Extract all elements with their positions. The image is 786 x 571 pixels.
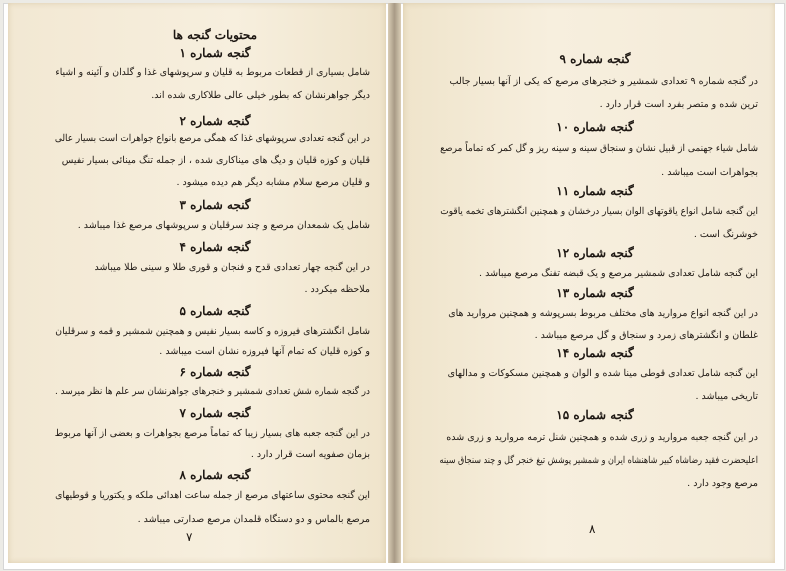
cabinet-line: این گنجه شامل انواع یاقوتهای الوان بسیار درخشان و همچنین انگشترهای تخمه یاقوت [440, 206, 758, 217]
cabinet-line: بجواهرات است میباشد . [661, 167, 758, 178]
cabinet-line: غلطان و انگشترهای زمرد و سنجاق و گل مرصع میباشد . [534, 330, 758, 341]
cabinet-line: در این گنجه چهار تعدادی قدح و فنجان و قوری طلا و سینی طلا میباشد [94, 262, 370, 273]
cabinet-line: در این گنجه انواع مروارید های مختلف مربوط بسرپوشه و همچنین مروارید های [448, 308, 758, 319]
cabinet-line: قلیان و کوزه قلیان و دیگ های میناکاری شده ، از جمله تنگ مینائی بسیار نفیس [61, 155, 370, 166]
cabinet-line: این گنجه محتوی ساعتهای مرصع از جمله ساعت اهدائی ملکه و یکتوریا و قوطیهای [55, 490, 371, 501]
page-number-left: ۷ [186, 530, 193, 544]
cabinet-heading: گنجه شماره ۱ [179, 46, 251, 60]
cabinet-heading: گنجه شماره ۵ [179, 304, 251, 318]
page-number-right: ۸ [589, 522, 596, 536]
cabinet-line: این گنجه شامل تعدادی شمشیر مرصع و یک قبضه تفنگ مرصع میباشد . [479, 268, 758, 279]
cabinet-line: دیگر جواهرنشان که بطور خیلی عالی طلاکاری شده اند. [151, 90, 370, 101]
cabinet-line: اعلیحضرت فقید رضاشاه کبیر شاهنشاه ایران و شمشیر پوشش تیغ خنجر گل و چند سنجاق سینه [439, 455, 758, 466]
cabinet-heading: گنجه شماره ۸ [179, 468, 251, 482]
contents-title: محتویات گنجه ها [172, 28, 258, 42]
cabinet-line: شامل یک شمعدان مرصع و چند سرقلیان و سرپوشهای مرصع غذا میباشد . [77, 220, 370, 231]
cabinet-heading: گنجه شماره ۴ [179, 240, 251, 254]
cabinet-line: شامل انگشترهای فیروزه و کاسه بسیار نفیس و همچنین شمشیر و قمه و سرقلیان [55, 326, 370, 337]
cabinet-line: خوشرنگ است . [693, 229, 758, 240]
cabinet-line: در این گنجه جعبه مروارید و زری شده و همچنین شنل ترمه مروارید و زری شده [446, 432, 758, 443]
cabinet-heading: گنجه شماره ۱۲ [556, 246, 634, 260]
cabinet-line: این گنجه شامل تعدادی قوطی مینا شده و الوان و همچنین مسکوکات و مدالهای [447, 368, 758, 379]
cabinet-heading: گنجه شماره ۲ [179, 114, 251, 128]
cabinet-line: مرصع وجود دارد . [687, 478, 758, 489]
book-gutter [388, 3, 401, 563]
cabinet-line: مرصع بالماس و دو دستگاه قلمدان مرصع صدارتی میباشد . [137, 514, 370, 525]
cabinet-line: شامل شیاء جهنمی از قبیل نشان و سنجاق سینه و سینه ریز و گل کمر که تماماً مرصع [440, 143, 758, 154]
cabinet-heading: گنجه شماره ۷ [179, 406, 251, 420]
cabinet-heading: گنجه شماره ۱۰ [556, 120, 634, 134]
cabinet-line: در گنجه شماره ۹ تعدادی شمشیر و خنجرهای مرصع که یکی از آنها بسیار جالب [449, 76, 758, 87]
cabinet-heading: گنجه شماره ۳ [179, 198, 251, 212]
cabinet-heading: گنجه شماره ۱۱ [556, 184, 634, 198]
cabinet-line: در این گنجه جعبه های بسیار زیبا که تماماً مرصع بجواهرات و بعضی از آنها مربوط [54, 428, 370, 439]
cabinet-line: و کوزه قلیان که تمام آنها فیروزه نشان است میباشد . [159, 346, 370, 357]
cabinet-line: ملاحظه میکردد . [304, 284, 370, 295]
cabinet-heading: گنجه شماره ۱۳ [556, 286, 634, 300]
cabinet-heading: گنجه شماره ۹ [559, 52, 631, 66]
cabinet-line: در گنجه شماره شش تعدادی شمشیر و خنجرهای جواهرنشان سر علم ها نظر میرسد . [54, 386, 370, 397]
cabinet-line: در این گنجه تعدادی سرپوشهای غذا که همگی مرصع بانواع جواهرات است بسیار عالی [54, 133, 371, 144]
cabinet-line: شامل بسیاری از قطعات مربوط به قلیان و سرپوشهای غذا و گلدان و آئینه و اشیاء [55, 67, 370, 78]
cabinet-line: ترین شده و متصر بفرد است قرار دارد . [599, 99, 758, 110]
cabinet-line: بزمان صفویه است قرار دارد . [250, 449, 370, 460]
cabinet-heading: گنجه شماره ۶ [179, 365, 251, 379]
cabinet-line: و قلیان مرصع سلام مشابه دیگر هم دیده میشود . [176, 177, 370, 188]
cabinet-line: تاریخی میباشد . [695, 391, 758, 402]
cabinet-heading: گنجه شماره ۱۴ [556, 346, 634, 360]
cabinet-heading: گنجه شماره ۱۵ [556, 408, 634, 422]
